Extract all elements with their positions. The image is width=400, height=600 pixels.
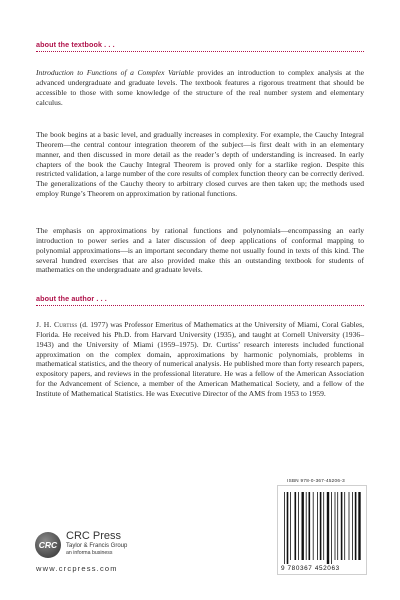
barcode-bars [278,486,368,566]
barcode-bar [306,492,307,560]
crc-logo-icon [35,532,61,558]
barcode-bar [298,492,299,560]
logo-text: CRC [38,540,58,550]
textbook-paragraph-1 [36,68,364,107]
barcode-bar [309,492,311,560]
barcode-bar [352,492,353,560]
publisher-url[interactable]: www.crcpress.com [36,564,118,573]
barcode [277,485,367,575]
barcode-bar [284,492,285,564]
textbook-divider [36,51,364,52]
barcode-bar [302,492,304,560]
barcode-bar [287,492,289,564]
barcode-bar [331,492,332,564]
publisher-group: Taylor & Francis Group [66,543,128,549]
textbook-paragraph-2: The book begins at a basic level, and gradually increases in complexity. For example, the Cauchy Integral Theorem—the central contour integration theorem of the subject—is first dealt with in an elementary manner, and then discussed in more detail as the reader’s depth of understanding is increased. In early chapters of the book the Cauchy Integral Theorem is proved only for a starlike region. Despite this restricted validation, a large number of the core results of complex function theory can be correctly derived. The generalizations of the Cauchy theory to arbitrary closed curves are then taken up; the methods used employ Runge’s Theorem on approximation by rational functions. [36,130,364,199]
barcode-bar [349,492,350,560]
barcode-bar [327,492,329,564]
author-bio: (d. 1977) was Professor Emeritus of Mathematics at the University of Miami, Coral Gables, Florida. He received his Ph.D. from Harvard University (1935), and taught at Cornell University (1936–1943) and the University of Miami (1959–1975). Dr. Curtiss’ research interests included functional approximation on the complex domain, approximations by harmonic polynomials, problems in mathematical statistics, and the theory of numerical analysis. He published more than forty research papers, expository papers, and reviews in the professional literature. He was a fellow of the American Association for the Advancement of Science, a member of the American Mathematical Society, and a fellow of the Institute of Mathematical Statistics. He was Executive Director of the AMS from 1953 to 1959. [36,320,364,398]
isbn-label: ISBN 978-0-367-45206-3 [287,478,345,483]
barcode-bar [290,492,291,560]
publisher-name: CRC Press [66,530,122,542]
barcode-bar [337,492,338,560]
barcode-bar [295,492,297,560]
barcode-bar [341,492,343,560]
book-title: Introduction to Functions of a Complex Variable [36,68,194,77]
barcode-bar [320,492,322,560]
barcode-bar [317,492,318,560]
barcode-bar [344,492,345,560]
barcode-bar [358,492,360,560]
barcode-bar [323,492,324,560]
barcode-bar [355,492,357,560]
publisher-brand: an informa business [66,550,113,556]
barcode-number: 9 780367 452063 [281,565,340,572]
author-paragraph [36,320,364,399]
textbook-heading: about the textbook . . . [36,40,115,49]
author-divider [36,305,364,306]
textbook-paragraph-1-text: provides an introduction to complex analysis at the advanced undergraduate and graduate levels. The textbook features a rigorous treatment that should be accessible to those with some knowledge of the structure of the real number system and elementary calculus. [36,68,365,107]
barcode-bar [335,492,336,560]
author-heading: about the author . . . [36,294,107,303]
textbook-paragraph-3: The emphasis on approximations by rational functions and polynomials—encompassing an early introduction to power series and a later discussion of deep applications of conformal mapping to polynomial approximations—is an important secondary theme not usually found in texts of this kind. The several hundred exercises that are also provided make this an outstanding textbook for students of mathematics on the undergraduate and graduate levels. [36,226,364,275]
barcode-bar [313,492,314,560]
author-name: J. H. Curtiss [36,320,78,329]
